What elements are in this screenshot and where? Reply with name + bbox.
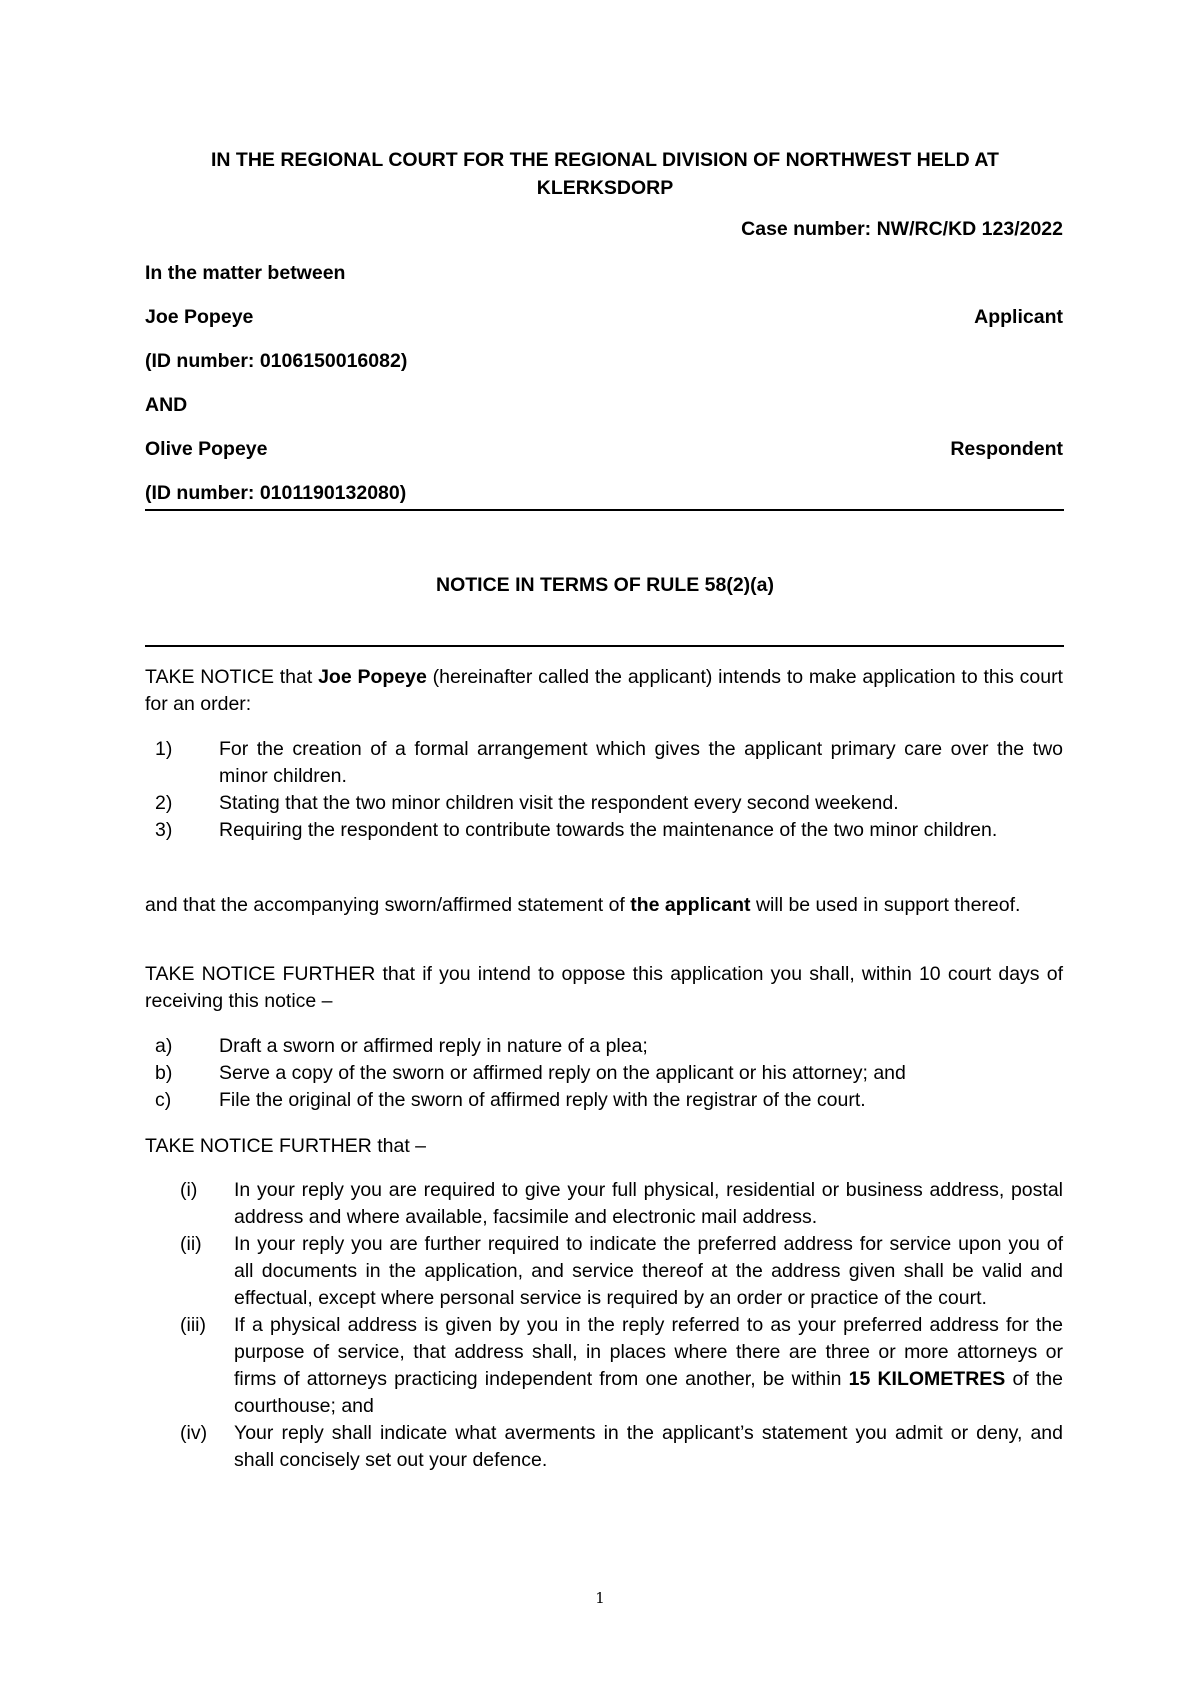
- list-marker: 3): [155, 819, 173, 841]
- list-item: [145, 790, 1063, 817]
- orders-list: [145, 736, 1063, 844]
- intro-post: (hereinafter called the applicant) intends to make application to this court for an order:: [145, 666, 1063, 715]
- applicant-name-bold: Joe Popeye: [318, 666, 427, 688]
- distance-bold: 15 KILOMETRES: [848, 1368, 1006, 1390]
- applicant-bold: the applicant: [630, 894, 751, 916]
- respondent-role: Respondent: [950, 438, 1063, 460]
- respondent-id: (ID number: 0101190132080): [145, 482, 407, 504]
- and-separator: AND: [145, 394, 188, 416]
- respondent-name: Olive Popeye: [145, 438, 268, 460]
- intro-pre: TAKE NOTICE that: [145, 666, 319, 688]
- list-marker: (ii): [180, 1233, 202, 1255]
- list-marker: c): [155, 1089, 172, 1111]
- list-item: [145, 1312, 1063, 1420]
- notice-title: NOTICE IN TERMS OF RULE 58(2)(a): [435, 574, 775, 596]
- list-marker: 1): [155, 738, 173, 760]
- notice-paragraph-intro: [145, 664, 1063, 718]
- list-item: [145, 1033, 1063, 1060]
- list-text: In your reply you are further required to indicate the preferred address for service upon you of all documents in the application, and service thereof at the address given shall be valid and effectual, except where personal service is required by an order or practice of the court.: [234, 1233, 1063, 1309]
- list-marker: a): [155, 1035, 173, 1057]
- list-text: [234, 1312, 1063, 1420]
- list-text: In your reply you are required to give your full physical, residential or business address, postal address and where available, facsimile and electronic mail address.: [234, 1179, 1063, 1228]
- list-marker: (i): [180, 1179, 198, 1201]
- notice-paragraph-support: [145, 892, 1063, 919]
- list-item: [145, 1177, 1063, 1231]
- list-marker: (iii): [180, 1314, 206, 1336]
- applicant-role: Applicant: [974, 306, 1063, 328]
- list-item: [145, 1060, 1063, 1087]
- notice-paragraph-further: TAKE NOTICE FURTHER that –: [145, 1135, 426, 1157]
- applicant-id: (ID number: 0106150016082): [145, 350, 408, 372]
- list-text: File the original of the sworn of affirmed reply with the registrar of the court.: [219, 1089, 866, 1111]
- divider-bottom: [145, 645, 1064, 647]
- page-number: 1: [595, 1589, 605, 1607]
- list-item: [145, 736, 1063, 790]
- court-heading: IN THE REGIONAL COURT FOR THE REGIONAL DIVISION OF NORTHWEST HELD AT KLERKSDORP: [211, 149, 999, 199]
- case-number: Case number: NW/RC/KD 123/2022: [741, 218, 1063, 240]
- list-marker: (iv): [180, 1422, 208, 1444]
- divider-top: [145, 509, 1064, 511]
- list-text: Your reply shall indicate what averments in the applicant’s statement you admit or deny, and shall concisely set out your defence.: [234, 1422, 1063, 1471]
- req-post: of the courthouse; and: [234, 1368, 1063, 1417]
- list-text: Requiring the respondent to contribute towards the maintenance of the two minor children.: [219, 819, 998, 841]
- list-item: [145, 1087, 1063, 1114]
- applicant-name: Joe Popeye: [145, 306, 254, 328]
- notice-paragraph-oppose: TAKE NOTICE FURTHER that if you intend to oppose this application you shall, within 10 court days of receiving this notice –: [145, 963, 1063, 1012]
- req-pre: If a physical address is given by you in the reply referred to as your preferred address for the purpose of service, that address shall, in places where there are three or more attorneys or firms of attorneys practicing independent from one another, be within: [234, 1314, 1063, 1390]
- list-marker: 2): [155, 792, 173, 814]
- list-item: [145, 817, 1063, 844]
- support-pre: and that the accompanying sworn/affirmed statement of: [145, 894, 631, 916]
- list-marker: b): [155, 1062, 173, 1084]
- list-text: Stating that the two minor children visit the respondent every second weekend.: [219, 792, 899, 814]
- list-text: For the creation of a formal arrangement which gives the applicant primary care over the two minor children.: [219, 738, 1063, 787]
- requirements-list: [145, 1177, 1063, 1474]
- support-post: will be used in support thereof.: [750, 894, 1021, 916]
- list-text: Serve a copy of the sworn or affirmed reply on the applicant or his attorney; and: [219, 1062, 906, 1084]
- list-item: [145, 1231, 1063, 1312]
- matter-intro: In the matter between: [145, 262, 346, 284]
- list-text: Draft a sworn or affirmed reply in nature of a plea;: [219, 1035, 648, 1057]
- list-item: [145, 1420, 1063, 1474]
- steps-list: [145, 1033, 1063, 1114]
